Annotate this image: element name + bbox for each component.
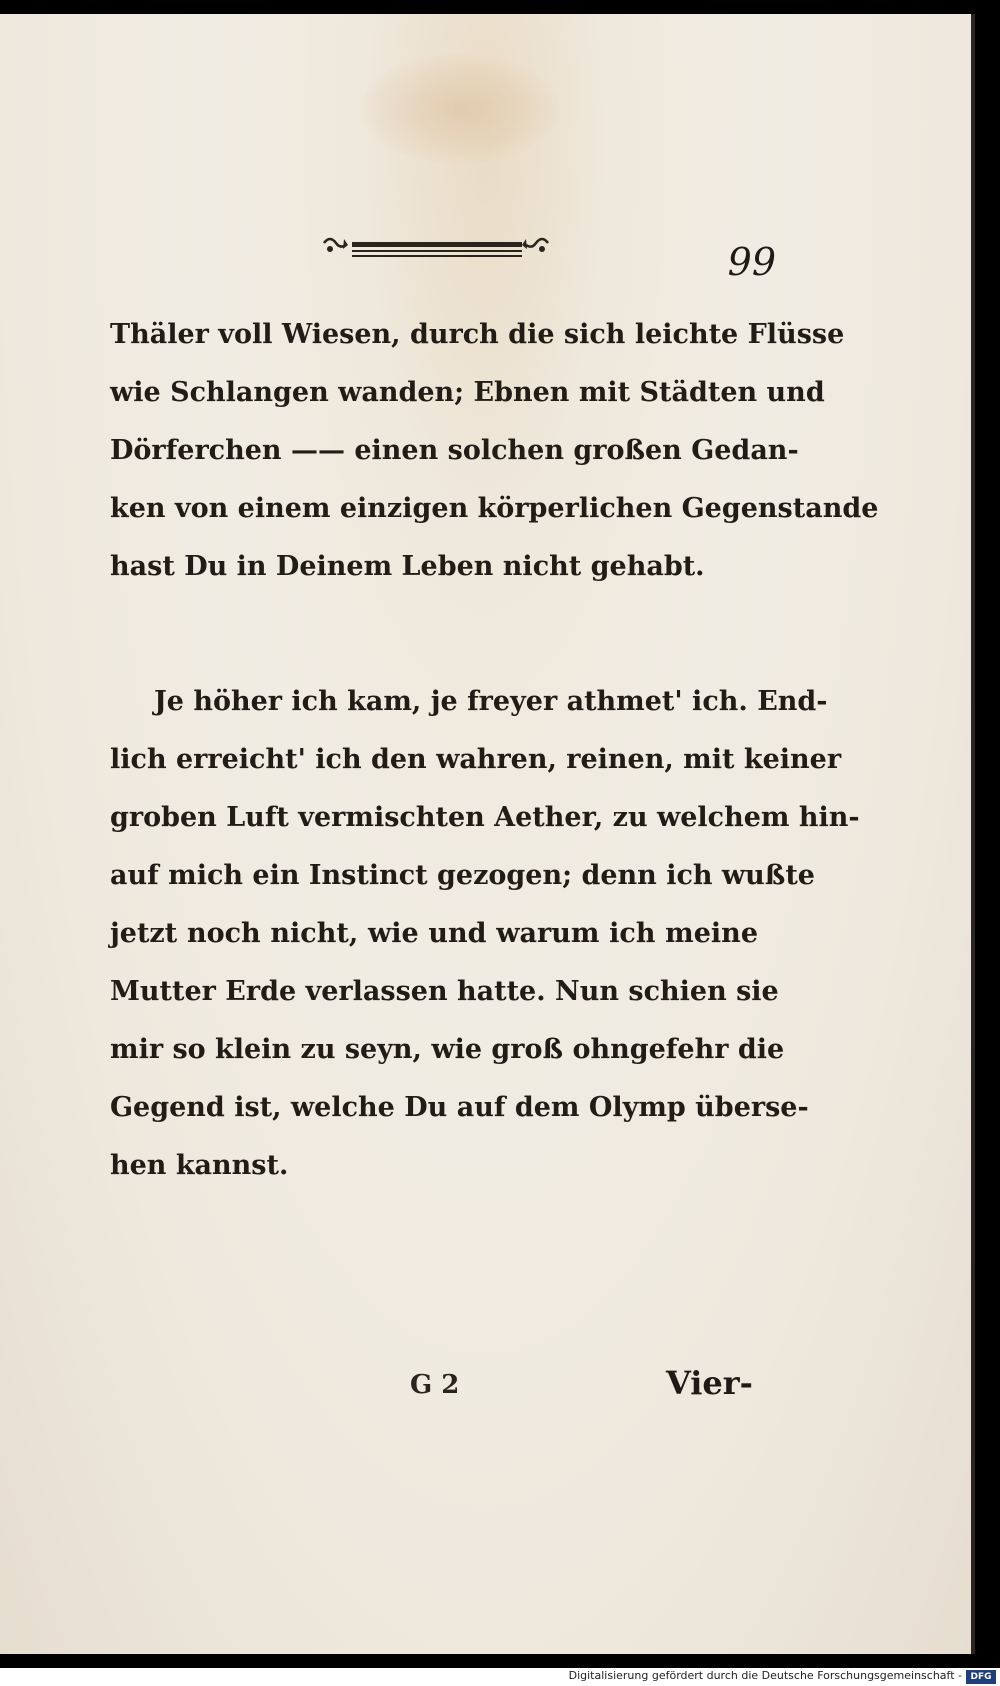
dfg-logo-icon: DFG bbox=[966, 1670, 996, 1684]
text-line: Mutter Erde verlassen hatte. Nun schien sie bbox=[110, 976, 779, 1007]
text-line: hen kannst. bbox=[110, 1150, 289, 1181]
footer-credit: Digitalisierung gefördert durch die Deutsche Forschungsgemeinschaft - bbox=[568, 1669, 962, 1682]
text-line: jetzt noch nicht, wie und warum ich meine bbox=[110, 918, 758, 949]
text-line: ken von einem einzigen körperlichen Gegenstande bbox=[110, 493, 879, 524]
header-ornament-icon bbox=[322, 233, 550, 267]
text-line: Gegend ist, welche Du auf dem Olymp überse- bbox=[110, 1092, 809, 1123]
signature-mark: G 2 bbox=[410, 1370, 460, 1400]
text-line: Thäler voll Wiesen, durch die sich leichte Flüsse bbox=[110, 319, 845, 350]
text-line: groben Luft vermischten Aether, zu welchem hin- bbox=[110, 802, 860, 833]
text-line: Je höher ich kam, je freyer athmet' ich. End- bbox=[154, 686, 828, 717]
catchword: Vier- bbox=[666, 1364, 753, 1402]
text-line: mir so klein zu seyn, wie groß ohngefehr die bbox=[110, 1034, 785, 1065]
text-line: Dörferchen —— einen solchen großen Gedan- bbox=[110, 435, 799, 466]
page-number: 99 bbox=[727, 240, 776, 284]
paragraph-1 bbox=[110, 306, 879, 596]
text-line: lich erreicht' ich den wahren, reinen, mit keiner bbox=[110, 744, 842, 775]
paper-stain bbox=[360, 54, 560, 164]
text-line: hast Du in Deinem Leben nicht gehabt. bbox=[110, 551, 705, 582]
paragraph-2 bbox=[110, 673, 860, 1195]
book-page bbox=[0, 14, 975, 1654]
text-line: auf mich ein Instinct gezogen; denn ich wußte bbox=[110, 860, 815, 891]
text-line: wie Schlangen wanden; Ebnen mit Städten und bbox=[110, 377, 825, 408]
